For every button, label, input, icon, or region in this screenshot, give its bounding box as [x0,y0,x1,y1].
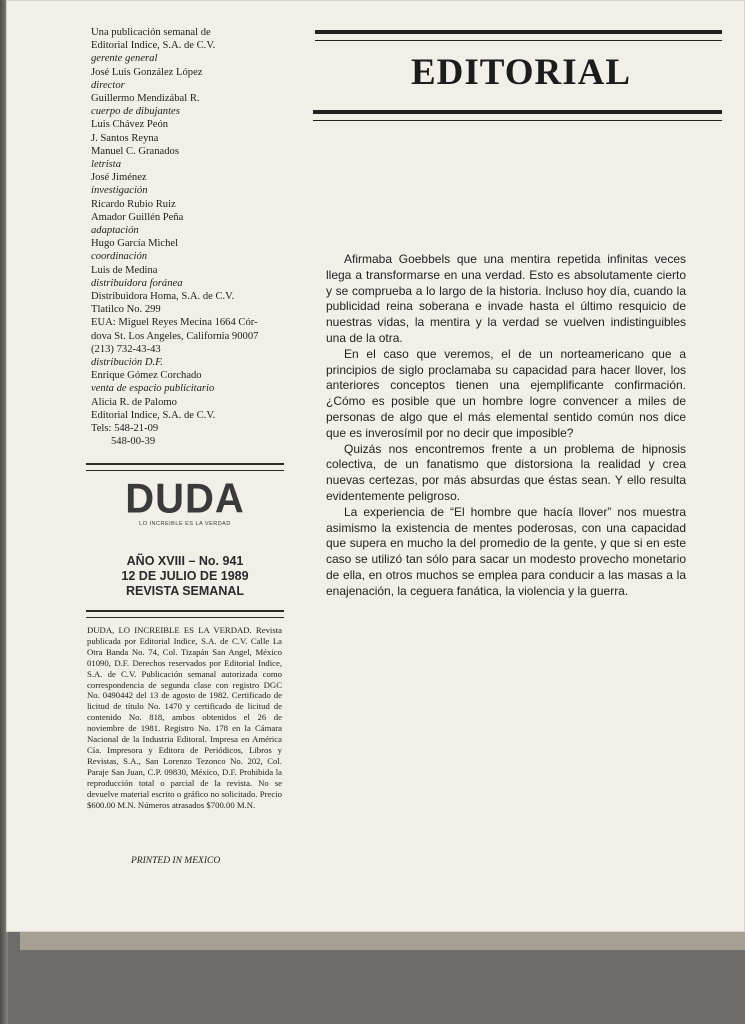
editorial-paragraph: La experiencia de “El hombre que hacía llover” nos muestra asimismo la existencia de mentes poderosas, con una capacidad que supera en mucho la del promedio de la gente, y que si en este caso se utilizó tan sólo para sacar un modesto provecho monetario de ella, en otros muchos se emplea para conducir a las masas a la enajenación, la ceguera fanática, la violencia y la guerra. [326,504,686,598]
staff-role: adaptación [91,225,139,237]
staff-name: Una publicación semanal de [91,27,211,38]
duda-logo: DUDA [125,475,245,523]
magazine-page [6,0,745,932]
legal-notice: DUDA, LO INCREIBLE ES LA VERDAD. Revista publicada por Editorial Indice, S.A. de C.V. Calle La Otra Banda No. 74, Col. Tizapán San Angel, México 01090, D.F. Derechos reservados por Editorial Indice, S.A. de C.V. Publicación semanal autorizada como correspondencia de segunda clase con registro DGC No. 0490442 del 13 de agosto de 1982. Certificado de licitud de título No. 1470 y certificado de licitud de contenido No. 818, ambos obtenidos el 26 de noviembre de 1981. Registro No. 178 en la Cámara Nacional de la Industria Editoral. Impresa en América Cía. Impresora y Editora de Periódicos, Libros y Revistas, S.A., San Lorenzo Tezonco No. 202, Col. Paraje San Juan, C.P. 09830, México, D.F. Prohibida la reproducción total o parcial de la revista. No se devuelve material escrito o gráfico no solicitado. Precio $600.00 M.N. Números atrasados $700.00 M.N. [87,625,282,810]
staff-name: (213) 732-43-43 [91,343,161,355]
staff-name: Hugo García Michel [91,238,179,250]
issue-frequency: REVISTA SEMANAL [125,584,245,598]
issue-date: 12 DE JULIO DE 1989 [121,569,249,583]
staff-name: Editorial Indice, S.A. de C.V. [91,409,216,421]
staff-name: Ricardo Rubio Ruiz [91,198,176,210]
staff-name: Manuel C. Granados [91,145,179,157]
staff-name: EUA: Miguel Reyes Mecina 1664 Cór- [91,317,258,329]
staff-role: gerente general [91,53,158,65]
editorial-paragraph: Afirmaba Goebbels que una mentira repetida infinitas veces llega a transformarse en una verdad. Esto es absolutamente cierto y se comprueba a lo largo de la historia. Incluso hoy día, cuando la publicidad reina soberana e invade hasta el último resquicio de nuestras vidas, la mentira y la verdad se vuelven indistinguibles una de la otra. [326,252,686,345]
editorial-top-rule [315,30,722,41]
staff-role: venta de espacio publicitario [91,383,215,395]
staff-name: J. Santos Reyna [91,132,159,144]
staff-role: coordinación [91,251,148,263]
staff-name: Tels: 548-21-09 [91,423,159,435]
masthead-divider [86,463,284,471]
staff-role: cuerpo de dibujantes [91,106,180,118]
staff-name: Enrique Gómez Corchado [91,370,202,382]
editorial-title: EDITORIAL [410,52,632,93]
staff-name: José Luis González López [91,66,203,78]
staff-name: Alicia R. de Palomo [91,396,177,408]
staff-name: dova St. Los Angeles, California 90007 [91,330,259,342]
staff-name: Tlatilco No. 299 [91,304,161,316]
legal-divider [86,610,284,618]
staff-name: Amador Guillén Peña [91,211,184,223]
editorial-paragraph: En el caso que veremos, el de un norteamericano que a principios de siglo proclamaba su capacidad para hacer llover, los anteriores conceptos tienen una ejemplificante confirmación. ¿Cómo es posible que un hombre logre convencer a miles de personas de algo que el más elemental sentido común nos dice que es inverosímil por no decir que imposible? [326,346,686,440]
staff-name: Luis Chávez Peón [91,119,169,131]
issue-info [86,554,284,599]
staff-name: Luis de Medina [91,264,158,276]
editorial-bottom-rule [313,110,722,121]
staff-role: investigación [91,185,148,197]
logo-slogan: LO INCREIBLE ES LA VERDAD [139,521,231,527]
editorial-body [326,252,686,600]
staff-role: distribuidora foránea [91,277,183,289]
staff-role: letrista [91,159,122,171]
printed-in-mexico: PRINTED IN MEXICO [131,856,221,866]
staff-name: 548-00-39 [111,436,156,448]
masthead-staff-list [91,26,291,449]
editorial-paragraph: Quizás nos encontremos frente a un problema de hipnosis colectiva, de un fanatismo que distorsiona la realidad y crea nuevas certezas, por más absurdas que éstas sean. Y ello resulta evidentemente peligroso. [326,441,686,503]
staff-name: José Jiménez [91,172,147,184]
staff-name: Editorial Indice, S.A. de C.V. [91,40,216,52]
staff-name: Guillermo Mendizábal R. [91,93,200,105]
staff-role: director [91,79,125,91]
staff-name: Distribuidora Homa, S.A. de C.V. [91,291,235,303]
staff-role: distribución D.F. [91,357,163,369]
issue-number: AÑO XVIII – No. 941 [126,554,244,568]
